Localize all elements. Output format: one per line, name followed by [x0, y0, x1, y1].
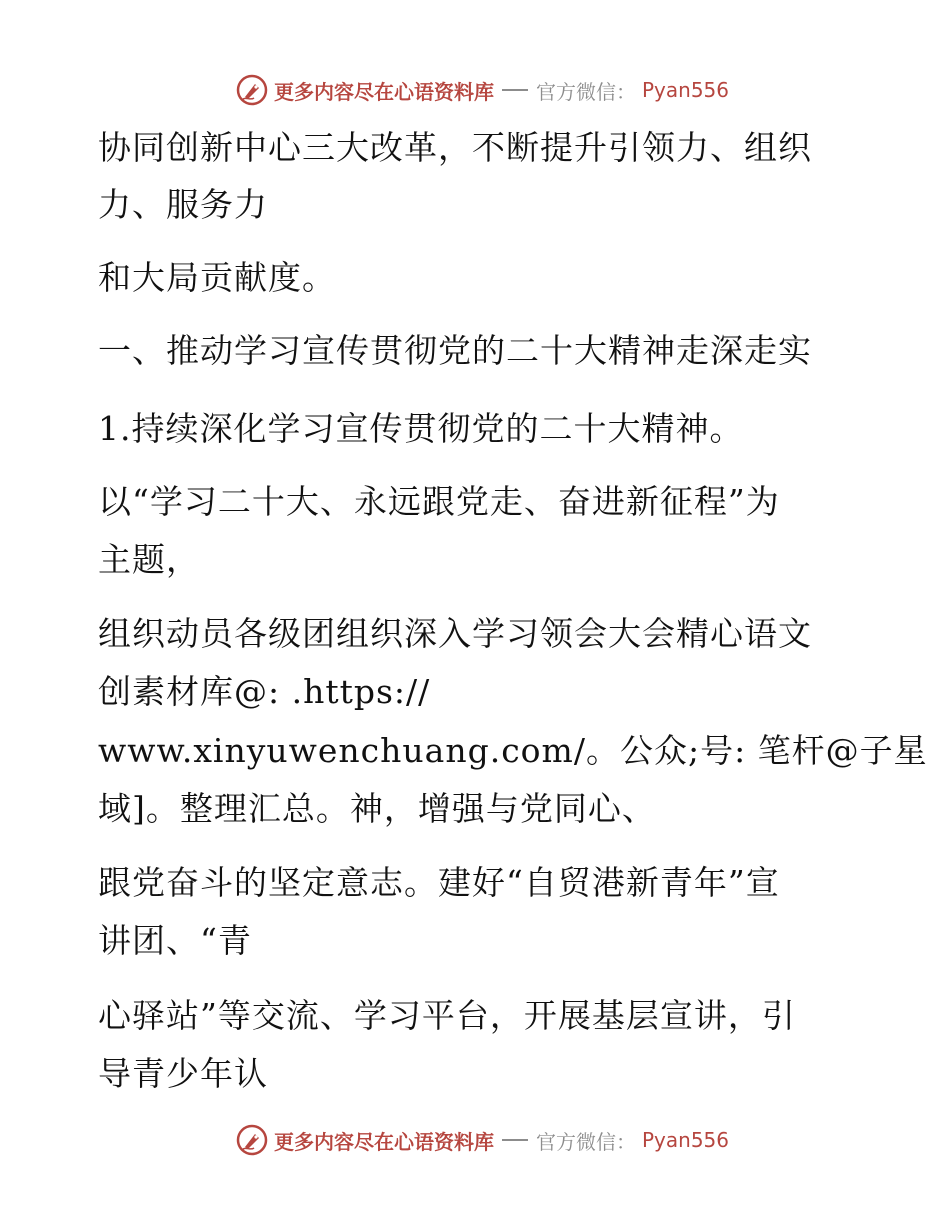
body-line: 域]。整理汇总。神，增强与党同心、: [98, 789, 656, 828]
body-line: 主题，: [98, 540, 200, 579]
section-heading: 一、推动学习宣传贯彻党的二十大精神走深走实: [98, 331, 812, 370]
watermark-separator: [502, 89, 528, 91]
body-line: www.xinyuwenchuang.com/。公众;号: 笔杆@子星: [98, 731, 928, 770]
body-line: 创素材库@: .https://: [98, 672, 431, 711]
watermark-wechat-label: 官方微信：: [536, 79, 636, 104]
body-line: 跟党奋斗的坚定意志。建好“自贸港新青年”宣: [98, 863, 780, 902]
body-line: 协同创新中心三大改革，不断提升引领力、组织: [98, 128, 812, 167]
pen-nib-circle-icon: [236, 1124, 268, 1156]
watermark-wechat-id: Pyan556: [642, 78, 730, 102]
subsection-heading: 1.持续深化学习宣传贯彻党的二十大精神。: [98, 409, 744, 448]
watermark-banner-bottom: [236, 1122, 756, 1158]
body-line: 力、服务力: [98, 185, 268, 224]
watermark-banner-top: [236, 72, 756, 108]
body-line: 以“学习二十大、永远跟党走、奋进新征程”为: [98, 482, 780, 521]
body-line: 导青少年认: [98, 1054, 268, 1093]
body-line: 和大局贡献度。: [98, 258, 336, 297]
body-line: 心驿站”等交流、学习平台，开展基层宣讲，引: [98, 996, 796, 1035]
watermark-brand-text: 更多内容尽在心语资料库: [274, 1129, 494, 1154]
watermark-brand-text: 更多内容尽在心语资料库: [274, 79, 494, 104]
body-line: 组织动员各级团组织深入学习领会大会精心语文: [98, 614, 812, 653]
watermark-wechat-label: 官方微信：: [536, 1129, 636, 1154]
watermark-separator: [502, 1139, 528, 1141]
pen-nib-circle-icon: [236, 74, 268, 106]
watermark-wechat-id: Pyan556: [642, 1128, 730, 1152]
body-line: 讲团、“青: [98, 921, 252, 960]
